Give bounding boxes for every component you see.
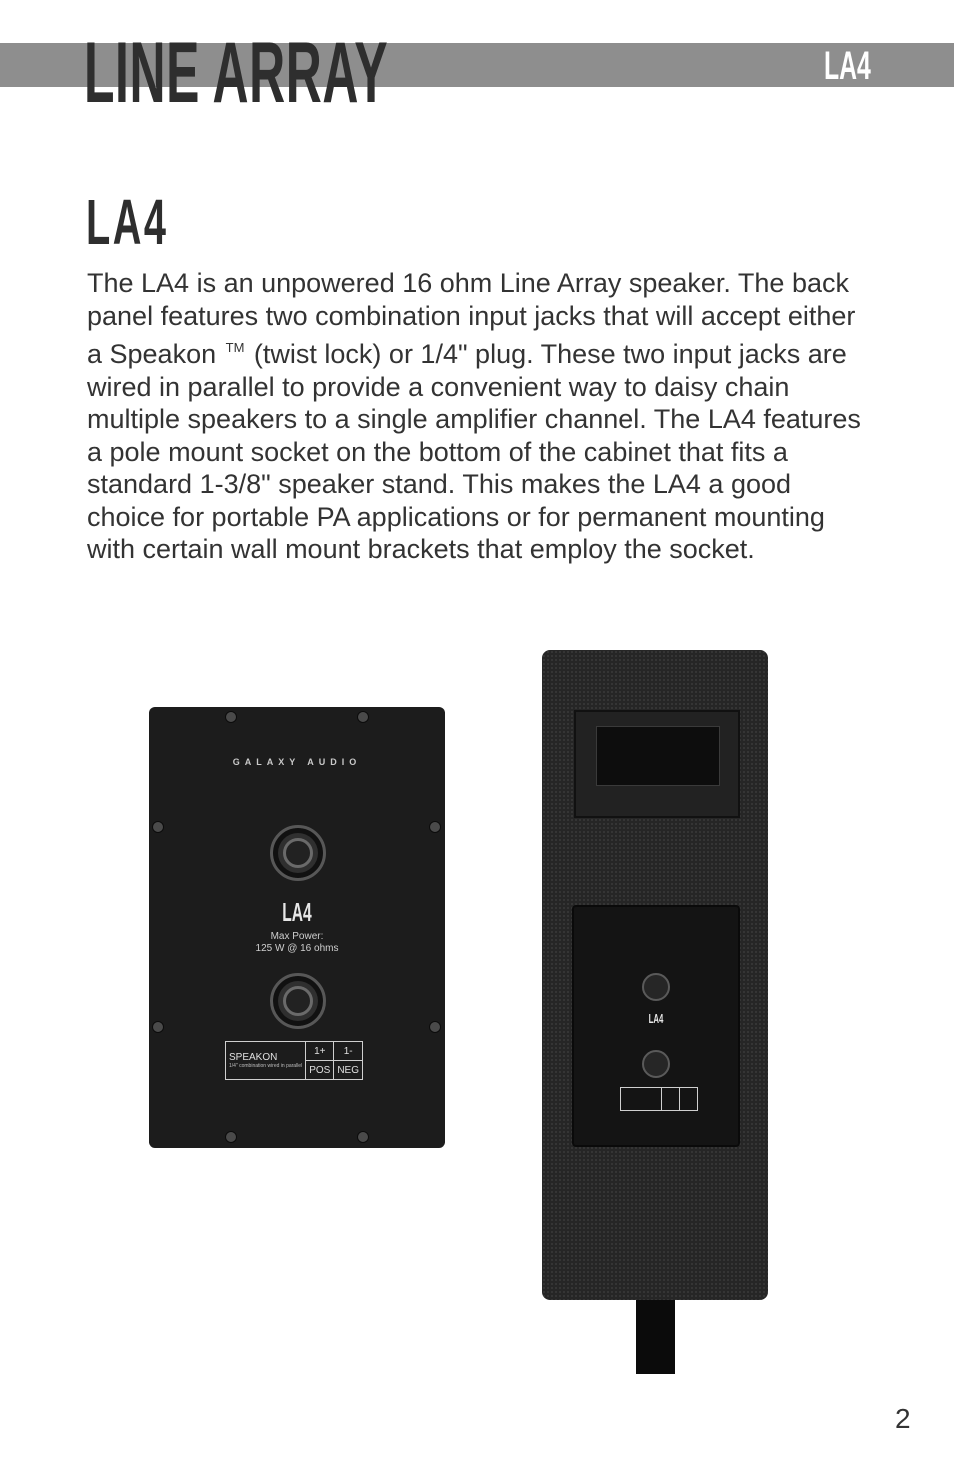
panel-brand: GALAXY AUDIO [232, 757, 362, 767]
speakon-jack-icon [642, 1050, 670, 1078]
trademark-mark: TM [225, 340, 245, 355]
screw-icon [225, 1131, 237, 1143]
description-part-2: (twist lock) or 1/4" plug. These two input jacks are wired in parallel to provide a convenient way to daisy chain multiple speakers to a single amplifier channel. The LA4 features a pole mount socket on the bottom of the cabinet that fits a standard 1-3/8" speaker stand. This makes the LA4 a good choice for portable PA applications or for permanent mounting with certain wall mount brackets that employ the socket. [87, 339, 861, 564]
screw-icon [357, 1131, 369, 1143]
header-title: LINE ARRAY [84, 25, 389, 121]
screw-icon [225, 711, 237, 723]
wiring-brand-cell [226, 1042, 306, 1080]
screw-icon [152, 1021, 164, 1033]
speakon-jack-icon [270, 973, 326, 1029]
screw-icon [152, 821, 164, 833]
carry-handle [574, 710, 740, 818]
wiring-table [225, 1041, 363, 1080]
speaker-stand-pole [636, 1297, 675, 1374]
wiring-note: 1/4" combination wired in parallel [229, 1062, 303, 1069]
cabinet-model-label: LA4 [648, 1011, 664, 1026]
neg-pin-cell: 1- [334, 1042, 363, 1061]
page-title: LA4 [86, 186, 169, 258]
power-label: Max Power: [270, 931, 324, 942]
screw-icon [357, 711, 369, 723]
handle-grip [596, 726, 720, 786]
description-part-1: The LA4 is an unpowered 16 ohm Line Array speaker. The back panel features two combination input jacks that will accept either a Speakon [87, 268, 856, 369]
cabinet-wiring-table [620, 1087, 698, 1111]
panel-model-label: LA4 [282, 897, 312, 927]
power-value: 125 W @ 16 ohms [255, 943, 339, 954]
neg-label-cell: NEG [334, 1061, 363, 1080]
speakon-jack-icon [642, 973, 670, 1001]
speakon-jack-icon [270, 825, 326, 881]
pos-pin-cell: 1+ [306, 1042, 334, 1061]
cabinet-back-panel [572, 905, 740, 1147]
back-panel-image [149, 707, 445, 1148]
page-number: 2 [895, 1403, 911, 1434]
description-paragraph [87, 267, 867, 566]
header-model-label: LA4 [824, 44, 871, 88]
pos-label-cell: POS [306, 1061, 334, 1080]
screw-icon [429, 1021, 441, 1033]
panel-power-rating [149, 931, 445, 955]
screw-icon [429, 821, 441, 833]
wiring-brand: SPEAKON [229, 1051, 278, 1063]
